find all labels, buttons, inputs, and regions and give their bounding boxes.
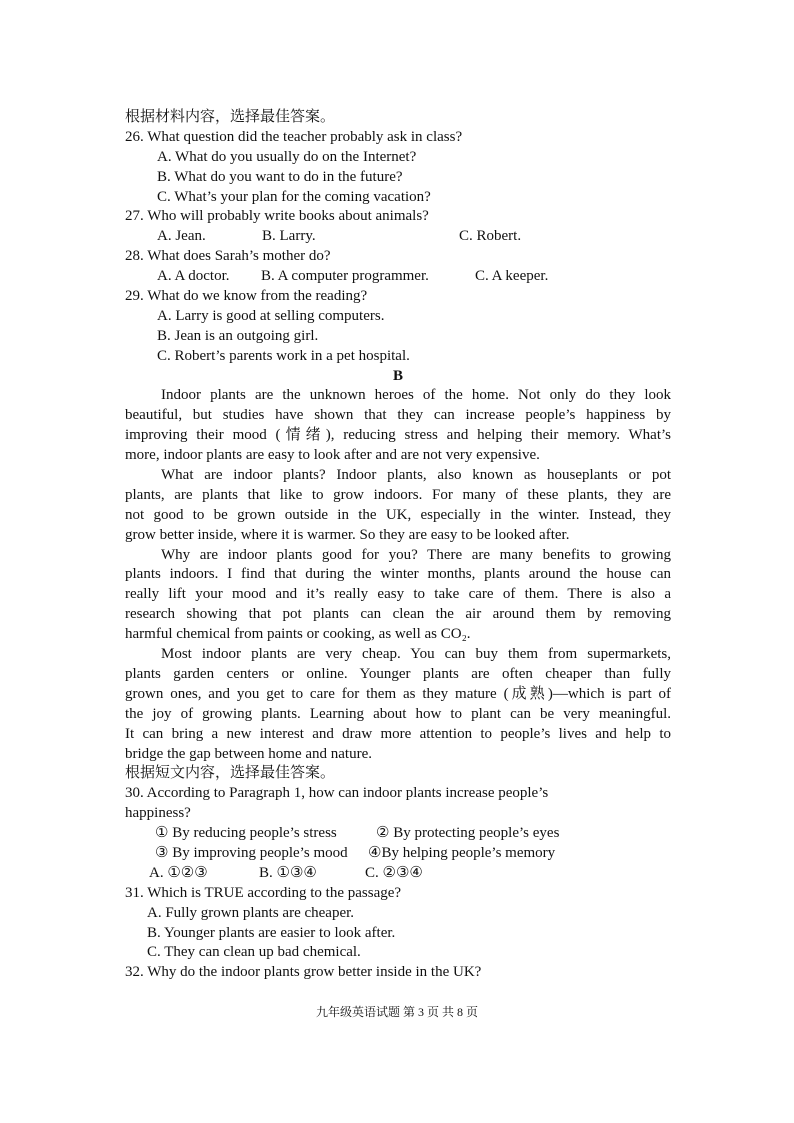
passage-paragraph-1 (125, 386, 671, 466)
passage-paragraph-3 (125, 546, 671, 645)
passage-line: Most indoor plants are very cheap. You can buy them from supermarkets, (161, 646, 671, 663)
question-27-option-a: A. Jean. (157, 228, 206, 245)
passage-line: beautiful, but studies have shown that they can increase people’s happiness by (125, 407, 671, 424)
question-32-stem: 32. Why do the indoor plants grow better inside in the UK? (125, 964, 482, 981)
question-30-option-c: C. ②③④ (365, 864, 423, 881)
passage-line: Why are indoor plants good for you? There are many benefits to growing (161, 546, 671, 563)
section-b-title: B (392, 367, 403, 384)
question-29-option-a: A. Larry is good at selling computers. (157, 307, 385, 324)
passage-line: improving their mood (情绪), reducing stress and helping their memory. What’s (125, 427, 671, 444)
section-b-instruction: 根据短文内容，选择最佳答案。 (125, 765, 336, 782)
passage-line: more, indoor plants are easy to look after and are not very expensive. (125, 447, 540, 464)
question-30-statement-1: ① By reducing people’s stress (155, 825, 337, 842)
passage-line: bridge the gap between home and nature. (125, 745, 372, 762)
question-27-option-c: C. Robert. (459, 228, 522, 245)
question-30-statements-row-1 (125, 824, 671, 844)
question-28-option-c: C. A keeper. (475, 268, 549, 285)
question-30-stem-line-1: 30. According to Paragraph 1, how can indoor plants increase people’s (125, 785, 549, 802)
question-29-option-b: B. Jean is an outgoing girl. (157, 327, 319, 344)
passage-line: grow better inside, where it is warmer. So they are easy to be looked after. (125, 526, 570, 543)
passage-line: plants garden centers or online. Younger plants are often cheaper than fully (125, 665, 671, 682)
passage-line: really lift your mood and it’s really easy to take care of them. There is also a (125, 586, 671, 603)
question-27-options (125, 227, 671, 247)
question-30-statement-4: ④By helping people’s memory (368, 844, 556, 861)
question-30-statements-row-2 (125, 844, 671, 864)
question-31-stem: 31. Which is TRUE according to the passage? (125, 884, 402, 901)
question-31-option-b: B. Younger plants are easier to look after. (147, 924, 396, 941)
question-27-stem: 27. Who will probably write books about animals? (125, 208, 429, 225)
question-31-option-c: C. They can clean up bad chemical. (147, 944, 361, 961)
passage-line: Indoor plants are the unknown heroes of the home. Not only do they look (161, 387, 671, 404)
question-29-stem: 29. What do we know from the reading? (125, 288, 368, 305)
question-28-option-b: B. A computer programmer. (261, 268, 429, 285)
passage-line: plants indoors. I find that during the winter months, plants around the house can (125, 566, 671, 583)
passage-paragraph-4 (125, 645, 671, 764)
question-30-options (125, 864, 671, 884)
passage-line: the joy of growing plants. Learning about how to plant can be very meaningful. (125, 705, 671, 722)
passage-line: harmful chemical from paints or cooking, as well as CO₂. (125, 626, 471, 643)
question-30-stem-line-2: happiness? (125, 805, 191, 822)
passage-line: plants, are plants that like to grow indoors. For many of these plants, they are (125, 486, 671, 503)
section-a-instruction: 根据材料内容，选择最佳答案。 (125, 109, 336, 125)
question-26-option-a: A. What do you usually do on the Internet? (157, 148, 417, 165)
question-30-option-a: A. ①②③ (149, 864, 208, 881)
question-26-option-b: B. What do you want to do in the future? (157, 168, 403, 185)
question-30-statement-2: ② By protecting people’s eyes (376, 825, 560, 842)
question-28-stem: 28. What does Sarah’s mother do? (125, 248, 331, 265)
passage-line: It can bring a new interest and draw more attention to people’s lives and help to (125, 725, 671, 742)
question-31-option-a: A. Fully grown plants are cheaper. (147, 904, 355, 921)
question-26-stem: 26. What question did the teacher probably ask in class? (125, 128, 463, 145)
question-30-option-b: B. ①③④ (259, 864, 317, 881)
question-30-statement-3: ③ By improving people’s mood (155, 844, 348, 861)
page-footer: 九年级英语试题 第 3 页 共 8 页 (315, 1005, 478, 1019)
passage-line: not good to be grown outside in the UK, especially in the winter. Instead, they (125, 506, 671, 523)
question-27-option-b: B. Larry. (262, 228, 316, 245)
passage-line: grown ones, and you get to care for them as they mature (成熟)—which is part of (125, 685, 671, 702)
question-26-option-c: C. What’s your plan for the coming vacation? (157, 188, 431, 205)
question-28-option-a: A. A doctor. (157, 268, 230, 285)
page-content (125, 108, 671, 983)
passage-line: What are indoor plants? Indoor plants, also known as houseplants or pot (161, 467, 671, 484)
passage-paragraph-2 (125, 466, 671, 546)
question-29-option-c: C. Robert’s parents work in a pet hospital. (157, 347, 410, 364)
question-28-options (125, 267, 671, 287)
passage-line: research showing that pot plants can clean the air around them by removing (125, 606, 671, 623)
